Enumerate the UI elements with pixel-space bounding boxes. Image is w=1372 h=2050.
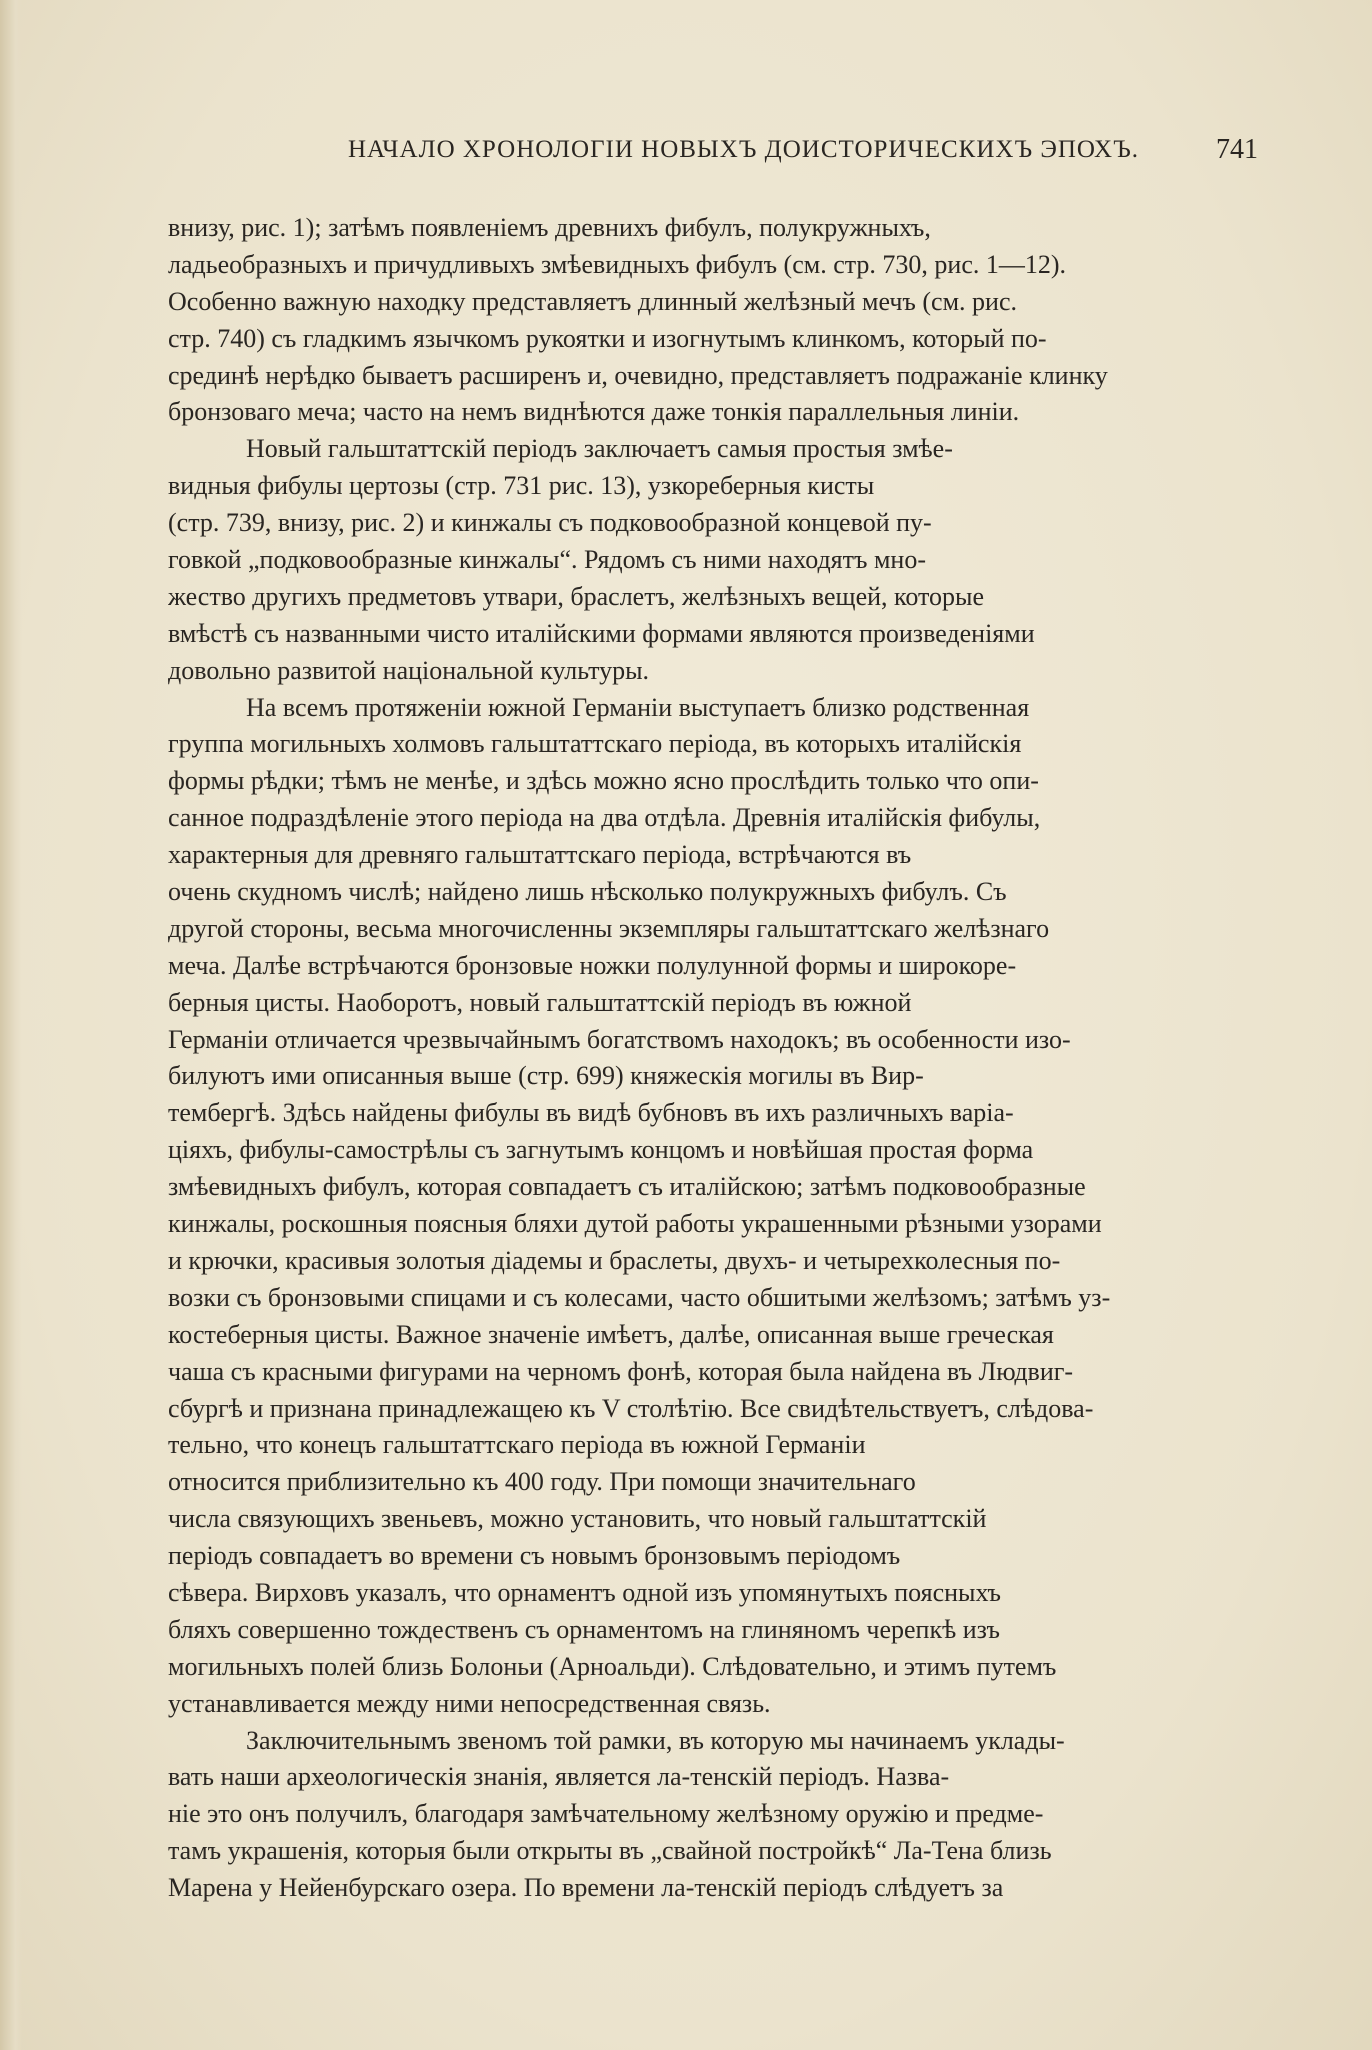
text-line: Заключительнымъ звеномъ той рамки, въ которую мы начинаемъ уклады-	[246, 1725, 1065, 1755]
text-line: устанавливается между ними непосредственная связь.	[168, 1688, 771, 1718]
text-line: бляхъ совершенно тождественъ съ орнаментомъ на глиняномъ черепкѣ изъ	[168, 1614, 1000, 1644]
text-line: (стр. 739, внизу, рис. 2) и кинжалы съ подковообразной концевой пу-	[168, 508, 932, 538]
text-line: Новый гальштаттскій періодъ заключаетъ самыя простыя змѣе-	[246, 434, 953, 464]
text-line: періодъ совпадаетъ во времени съ новымъ бронзовымъ періодомъ	[168, 1541, 901, 1571]
text-line: очень скудномъ числѣ; найдено лишь нѣсколько полукружныхъ фибулъ. Съ	[168, 877, 1007, 907]
text-line: возки съ бронзовыми спицами и съ колесами, часто обшитыми желѣзомъ; затѣмъ уз-	[168, 1282, 1111, 1312]
text-line: кинжалы, роскошныя поясныя бляхи дутой работы украшенными рѣзными узорами	[168, 1209, 1102, 1239]
text-line: санное подраздѣленіе этого періода на два отдѣла. Древнія италійскія фибулы,	[168, 803, 1041, 833]
running-title: НАЧАЛО ХРОНОЛОГІИ НОВЫХЪ ДОИСТОРИЧЕСКИХЪ ЭПОХЪ.	[348, 136, 1139, 163]
text-line: ціяхъ, фибулы-самострѣлы съ загнутымъ концомъ и новѣйшая простая форма	[168, 1135, 1034, 1165]
text-line: На всемъ протяженіи южной Германіи выступаетъ близко родственная	[246, 692, 1030, 722]
text-line: группа могильныхъ холмовъ гальштаттскаго періода, въ которыхъ италійскія	[168, 729, 1022, 759]
text-line: могильныхъ полей близь Болоньи (Арноальди). Слѣдовательно, и этимъ путемъ	[168, 1651, 1057, 1681]
text-line: другой стороны, весьма многочисленны экземпляры гальштаттскаго желѣзнаго	[168, 913, 1050, 943]
text-line: внизу, рис. 1); затѣмъ появленіемъ древнихъ фибулъ, полукружныхъ,	[168, 213, 931, 242]
text-line: формы рѣдки; тѣмъ не менѣе, и здѣсь можно ясно прослѣдить только что опи-	[168, 766, 1039, 796]
text-line: относится приблизительно къ 400 году. При помощи значительнаго	[168, 1467, 916, 1497]
text-line: костеберныя цисты. Важное значеніе имѣетъ, далѣе, описанная выше греческая	[168, 1319, 1054, 1349]
text-line: сбургѣ и признана принадлежащею къ V столѣтію. Все свидѣтельствуетъ, слѣдова-	[168, 1393, 1094, 1423]
text-line: Особенно важную находку представляетъ длинный желѣзный мечъ (см. рис.	[168, 286, 1017, 316]
text-line: вать наши археологическія знанія, является ла-тенскій періодъ. Назва-	[168, 1762, 950, 1792]
text-line: видныя фибулы цертозы (стр. 731 рис. 13), узкореберныя кисты	[168, 471, 875, 501]
text-line: меча. Далѣе встрѣчаются бронзовые ножки полулунной формы и широкоре-	[168, 950, 1017, 980]
text-line: ладьеобразныхъ и причудливыхъ змѣевидныхъ фибулъ (см. стр. 730, рис. 1—12).	[168, 249, 1067, 279]
text-line: берныя цисты. Наоборотъ, новый гальштаттскій періодъ въ южной	[168, 987, 912, 1017]
text-line: числа связующихъ звеньевъ, можно установить, что новый гальштаттскій	[168, 1504, 987, 1534]
text-line: змѣевидныхъ фибулъ, которая совпадаетъ съ италійскою; затѣмъ подковообразные	[168, 1172, 1086, 1202]
text-line: ніе это онъ получилъ, благодаря замѣчательному желѣзному оружію и предме-	[168, 1799, 1044, 1829]
text-line: жество другихъ предметовъ утвари, браслетъ, желѣзныхъ вещей, которые	[168, 581, 985, 611]
text-line: билуютъ ими описанныя выше (стр. 699) княжескія могилы въ Вир-	[168, 1061, 924, 1091]
text-line: характерныя для древняго гальштаттскаго періода, встрѣчаются въ	[168, 840, 912, 870]
text-line: говкой „подковообразные кинжалы“. Рядомъ съ ними находятъ мно-	[168, 545, 926, 575]
text-line: срединѣ нерѣдко бываетъ расширенъ и, очевидно, представляетъ подражаніе клинку	[168, 360, 1108, 390]
text-line: бронзоваго меча; часто на немъ виднѣются даже тонкія параллельныя линіи.	[168, 397, 1020, 427]
text-line: Марена у Нейенбурскаго озера. По времени ла-тенскій періодъ слѣдуетъ за	[168, 1873, 1004, 1903]
body-text	[168, 210, 1258, 1907]
text-line: чаша съ красными фигурами на черномъ фонѣ, которая была найдена въ Людвиг-	[168, 1356, 1074, 1386]
text-line: тельно, что конецъ гальштаттскаго періода въ южной Германіи	[168, 1430, 866, 1460]
text-line: стр. 740) съ гладкимъ язычкомъ рукоятки и изогнутымъ клинкомъ, который по-	[168, 323, 1047, 353]
text-line: и крючки, красивыя золотыя діадемы и браслеты, двухъ- и четырехколесныя по-	[168, 1245, 1061, 1275]
text-line: довольно развитой національной культуры.	[168, 655, 650, 685]
text-line: тембергѣ. Здѣсь найдены фибулы въ видѣ бубновъ въ ихъ различныхъ варіа-	[168, 1098, 1014, 1128]
text-line: вмѣстѣ съ названными чисто италійскими формами являются произведеніями	[168, 618, 1035, 648]
page-number: 741	[1216, 134, 1258, 165]
text-line: тамъ украшенія, которыя были открыты въ „свайной постройкѣ“ Ла-Тена близь	[168, 1836, 1052, 1866]
page-spine-shadow	[0, 0, 22, 2050]
page-header	[168, 132, 1258, 172]
text-line: сѣвера. Вирховъ указалъ, что орнаментъ одной изъ упомянутыхъ поясныхъ	[168, 1577, 1001, 1607]
text-line: Германіи отличается чрезвычайнымъ богатствомъ находокъ; въ особенности изо-	[168, 1024, 1071, 1054]
